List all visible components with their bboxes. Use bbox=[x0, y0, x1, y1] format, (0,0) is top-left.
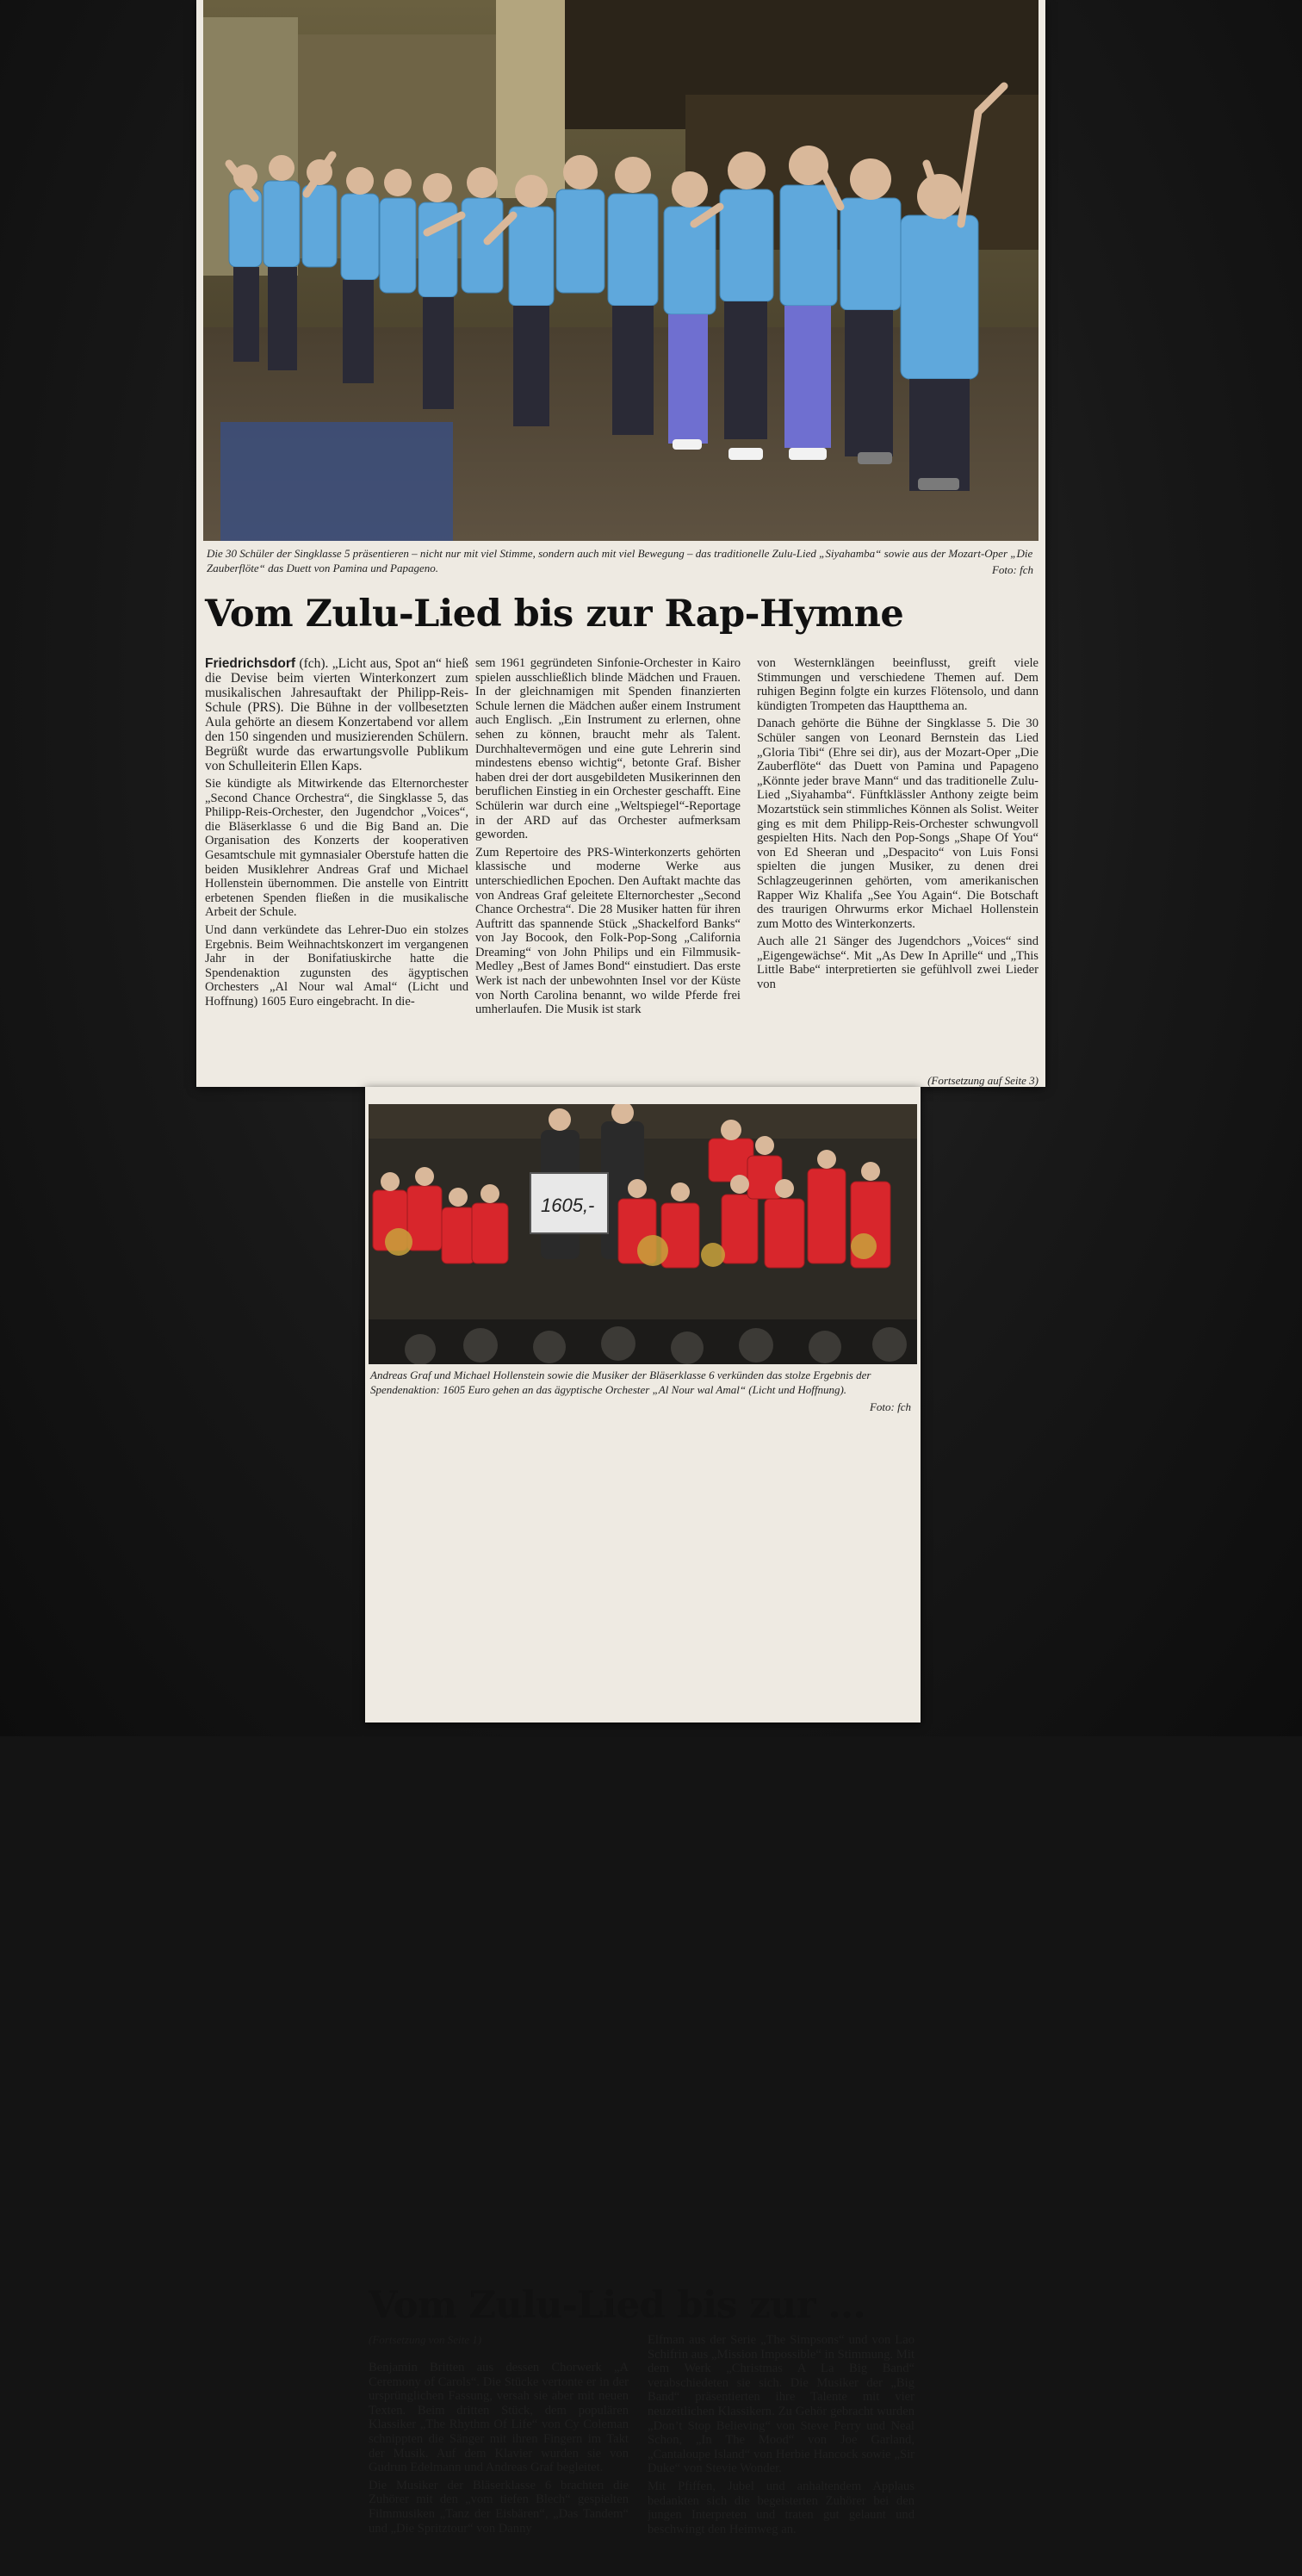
check-amount: 1605,- bbox=[541, 1195, 595, 1216]
dateline: Friedrichsdorf bbox=[205, 656, 296, 671]
paragraph: Mit Pfiffen, Jubel und anhaltendem Applaus bedankten sich die begeisterten Zuhörer bei den jungen Interpreten und traten gut gelaunt und beschwingt den Heimweg an. bbox=[648, 2479, 914, 2536]
article-column-2 bbox=[475, 656, 741, 1077]
caption-text: Andreas Graf und Michael Hollenstein sowie die Musiker der Bläserklasse 6 verkünden das stolze Ergebnis der Spendenaktion: 1605 Euro gehen an das ägyptische Orchester „Al Nour wal Amal“ (Licht und Hoffnung). bbox=[370, 1369, 871, 1396]
paragraph: Danach gehörte die Bühne der Singklasse 5. Die 30 Schüler sangen von Leonard Bernstein das Lied „Gloria Tibi“ (Ehre sei dir), aus der Mozart-Oper „Die Zauberflöte“ das Duett von Pamina und Papageno „Könnte jeder brave Mann“ und das traditionelle Zulu-Lied „Siyahamba“. Fünftklässler Anthony zeigte beim Mozartstück sein stimmliches Können als Solist. Weiter ging es mit dem Philipp-Reis-Orchester schwungvoll gespielten Hits. Nach den Pop-Songs „Shape Of You“ von Ed Sheeran und „Despacito“ von Luis Fonsi spielten die jungen Musiker, zu denen drei Schlagzeugerinnen gehörten, vom amerikanischen Rapper Wiz Khalifa „See You Again“. Die Botschaft des traurigen Ohrwurms erkor Michael Hollenstein zum Motto des Winterkonzerts. bbox=[757, 717, 1038, 931]
newspaper-clipping-top bbox=[196, 0, 1045, 1087]
article-column-5 bbox=[648, 2333, 914, 2576]
headline-top: Vom Zulu-Lied bis zur Rap-Hymne bbox=[205, 593, 904, 636]
paragraph: Benjamin Britten aus dessen Chorwerk „A Ceremony of Carols“. Die Stücke vertonte er in der ursprünglichen Fassung, versah sie aber mit neuen Texten. Beim dritten Stück, dem populären Klassiker „The Rhythm Of Life“ von Cy Coleman schnippten die Sänger mit ihren Fingern im Takt der Musik. Auf dem Klavier wurden sie von Gudrun Edelmann und Andreas Graf begleitet. bbox=[369, 2361, 629, 2475]
article-column-4 bbox=[369, 2361, 629, 2576]
paragraph: sem 1961 gegründeten Sinfonie-Orchester in Kairo spielen ausschließlich blinde Mädchen und Frauen. In der gleichnamigen mit Spenden finanzierten Schule lernen die Mädchen außer einem Instrument auch Englisch. „Ein Instrument zu erlernen, ohne sehen zu können, braucht mehr als Talent. Durchhaltevermögen und eine gute Lehrerin sind mindestens ebenso wichtig“, betonte Graf. Bisher haben drei der dort ausgebildeten Musikerinnen den beruflichen Einstieg in ein Orchester geschafft. Eine Schülerin war durch eine „Weltspiegel“-Reportage in der ARD auf das Orchester aufmerksam geworden. bbox=[475, 656, 741, 842]
photo-caption-top bbox=[207, 546, 1033, 577]
continuation-note: (Fortsetzung von Seite 1) bbox=[369, 2333, 482, 2346]
paragraph: Elfman aus der Serie „The Simpsons“ und von Lao Schifrin aus „Mission Impossible“ in Stimmung. Mit dem Werk „Christmas A La Big Band“ verabschiedeten sie sich. Die Musiker der „Big Band“ präsentierten ihre Talente mit vier neuzeitlichen Klassikern. Zu Gehör gebracht wurden „Don’t Stop Believing“ von Steve Perry und Neal Schon, „In The Mood“ von Joe Garland, „Cantaloupe Island“ von Herbie Hancock sowie „Sir Duke“ von Stevie Wonder. bbox=[648, 2333, 914, 2476]
article-column-3 bbox=[757, 656, 1038, 1071]
photo-singklasse bbox=[203, 0, 1038, 541]
article-column-1 bbox=[205, 656, 468, 1077]
caption-text: Die 30 Schüler der Singklasse 5 präsentieren – nicht nur mit viel Stimme, sondern auch mit viel Bewegung – das traditionelle Zulu-Lied „Siyahamba“ sowie aus der Mozart-Oper „Die Zauberflöte“ das Duett von Pamina und Papageno. bbox=[207, 547, 1033, 574]
photo-singklasse-image bbox=[203, 0, 1038, 541]
photo-blaeserklasse bbox=[369, 1104, 917, 1364]
paragraph: Zum Repertoire des PRS-Winterkonzerts gehörten klassische und moderne Werke aus unterschiedlichen Epochen. Den Auftakt machte das von Andreas Graf geleitete Elternorchester „Second Chance Orchestra“. Die 28 Musiker hatten für ihren Auftritt das spannende Stück „Shackelford Banks“ von Jay Bocook, den Folk-Pop-Song „California Dreaming“ von John Philips und ein Filmmusik-Medley „Best of James Bond“ einstudiert. Das erste Werk ist nach der unbewohnten Insel vor der Küste von North Carolina benannt, wo wilde Pferde frei umherlaufen. Die Musik ist stark bbox=[475, 845, 741, 1017]
continuation-note: (Fortsetzung auf Seite 3) bbox=[927, 1074, 1038, 1087]
paragraph: Sie kündigte als Mitwirkende das Elternorchester „Second Chance Orchestra“, die Singklasse 5, das Philipp-Reis-Orchester, den Jugendchor „Voices“, die Bläserklasse 6 und die Big Band an. Die Organisation des Konzerts der kooperativen Gesamtschule mit gymnasialer Oberstufe hatten die beiden Musiklehrer Andreas Graf und Michael Hollenstein übernommen. Die anstelle von Eintritt erbetenen Spenden fließen in die musikalische Arbeit der Schule. bbox=[205, 777, 468, 920]
photo-blaeserklasse-image bbox=[369, 1104, 917, 1364]
lead-paragraph: (fch). „Licht aus, Spot an“ hieß die Devise beim vierten Winterkonzert zum musikalischen Jahresauftakt der Philipp-Reis-Schule (PRS). Die Bühne in der vollbesetzten Aula gehörte an diesem Konzertabend vor allem den 150 singenden und musizierenden Schülern. Begrüßt wurde das erwartungsvolle Publikum von Schulleiterin Ellen Kaps. bbox=[205, 656, 468, 773]
paragraph: Auch alle 21 Sänger des Jugendchors „Voices“ sind „Eigengewächse“. Mit „As Dew In Aprille“ und „This Little Babe“ interpretierten sie gefühlvoll zwei Lieder von bbox=[757, 934, 1038, 992]
headline-bottom: Vom Zulu-Lied bis zur ... bbox=[369, 2284, 865, 2327]
photo-caption-bottom bbox=[370, 1368, 911, 1414]
paragraph: Die Musiker der Bläserklasse 6 brachten die Zuhörer mit den „vom tiefen Blech“ gespielten Filmmusiken „Tanz der Eisbären“, „Das Tandem“ und „Die Spritztour“ von Danny bbox=[369, 2478, 629, 2536]
photo-credit: Foto: fch bbox=[869, 1400, 911, 1413]
photo-credit: Foto: fch bbox=[991, 563, 1033, 576]
paragraph: Und dann verkündete das Lehrer-Duo ein stolzes Ergebnis. Beim Weihnachtskonzert im vergangenen Jahr in der Bonifatiuskirche hatte die Spendenaktion zugunsten des ägyptischen Orchesters „Al Nour wal Amal“ (Licht und Hoffnung) 1605 Euro eingebracht. In die- bbox=[205, 922, 468, 1009]
newspaper-clipping-bottom bbox=[365, 1087, 921, 2536]
paragraph: von Westernklängen beeinflusst, greift viele Stimmungen und verschiedene Themen auf. Dem ruhigen Beginn folgte ein kurzes Flötensolo, und dann kündigten Trompeten das Hauptthema an. bbox=[757, 656, 1038, 713]
